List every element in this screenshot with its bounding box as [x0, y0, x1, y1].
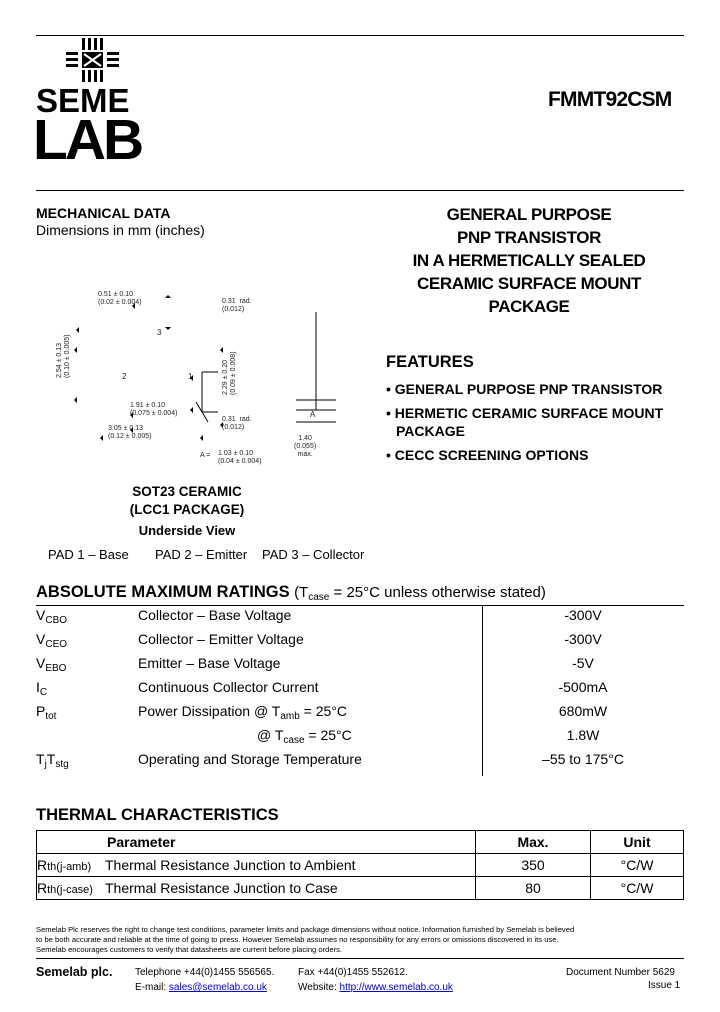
- dim-thickness: 1.40 (0.055) max.: [294, 435, 317, 458]
- thermal-symbol: Rth(j-case): [37, 877, 102, 900]
- logo-grid-icon: [66, 38, 122, 82]
- thermal-row-case: [37, 877, 684, 900]
- pin-2-label: 2: [122, 372, 127, 381]
- title-line: PACKAGE: [488, 297, 570, 316]
- thermal-col-max: Max.: [476, 831, 591, 854]
- header-rule-top: [36, 35, 684, 36]
- fax: Fax +44(0)1455 552612.: [298, 967, 408, 978]
- website-link[interactable]: http://www.semelab.co.uk: [339, 982, 453, 993]
- pad-3-label: PAD 3 – Collector: [262, 547, 365, 562]
- document-number: Document Number 5629: [566, 967, 675, 978]
- thermal-symbol: Rth(j-amb): [37, 854, 102, 877]
- title-line: CERAMIC SURFACE MOUNT: [417, 274, 641, 293]
- website-line: Website: http://www.semelab.co.uk: [298, 982, 453, 993]
- email-link[interactable]: sales@semelab.co.uk: [168, 982, 267, 993]
- thermal-col-parameter: Parameter: [37, 831, 476, 854]
- feature-item: • CECC SCREENING OPTIONS: [386, 447, 589, 463]
- footer-rule: [36, 958, 684, 959]
- pad-1-label: PAD 1 – Base: [48, 547, 129, 562]
- dim-length: 3.05 ± 0.13 (0.12 ± 0.005): [108, 425, 152, 440]
- rating-row-ptot: $P_{tot}$ Power Dissipation @ $T_{amb} = 25^\circ C$ 680mW: [36, 703, 608, 722]
- dim-pad-pitch: 1.91 ± 0.10 (0.075 ± 0.004): [130, 402, 178, 417]
- thermal-header-row: [37, 831, 684, 854]
- mechanical-subheading: Dimensions in mm (inches): [36, 222, 205, 238]
- dim-pad-height: 2.29 ± 0.20 (0.09 ± 0.008): [222, 351, 237, 395]
- package-name: SOT23 CERAMIC (LCC1 PACKAGE): [129, 484, 245, 517]
- logo-lab: LAB: [33, 108, 142, 172]
- rating-row-vcbo: $V_{CBO}$ Collector – Base Voltage -300V: [36, 607, 602, 626]
- view-label: Underside View: [138, 523, 236, 538]
- title-line: IN A HERMETICALLY SEALED: [412, 251, 646, 270]
- logo-seme: SEME: [36, 82, 130, 119]
- email-line: E-mail: sales@semelab.co.uk: [135, 982, 267, 993]
- thermal-col-unit: Unit: [591, 831, 684, 854]
- rating-row-ptot-case: @ $T_{case} = 25^\circ C$ 1.8W: [257, 727, 600, 746]
- mechanical-heading: MECHANICAL DATA: [36, 205, 171, 221]
- dim-pad-width: 0.51 ± 0.10 (0.02 ± 0.004): [98, 291, 142, 306]
- dim-height: 2.54 ± 0.13 (0.10 ± 0.005): [56, 334, 71, 378]
- issue: Issue 1: [648, 980, 681, 991]
- ratings-heading: ABSOLUTE MAXIMUM RATINGS ($T_{case} = 25^\circ C$ unless otherwise stated): [36, 583, 546, 603]
- company-name: Semelab plc.: [36, 965, 113, 979]
- thermal-max: 80: [476, 877, 591, 900]
- title-line: PNP TRANSISTOR: [457, 228, 601, 247]
- dim-a-label: A =: [200, 452, 211, 459]
- telephone: Telephone +44(0)1455 556565.: [135, 967, 275, 978]
- thermal-row-ambient: [37, 854, 684, 877]
- feature-item-continued: PACKAGE: [396, 423, 465, 439]
- a-marker-label: A: [310, 410, 316, 419]
- pad-2-label: PAD 2 – Emitter: [155, 547, 248, 562]
- disclaimer: Semelab Plc reserves the right to change test conditions, parameter limits and package dimensions without notice. Information furnished by Semelab is believed to be both accurate and reliable at the time of going to press. However Semelab assumes no responsibility for any errors or omissions discovered in its use. Semelab encourages customers to verify that datasheets are current before placing orders.: [36, 925, 575, 954]
- part-number: FMMT92CSM: [548, 88, 672, 111]
- header-rule-bottom: [36, 190, 684, 191]
- thermal-description: Thermal Resistance Junction to Case: [101, 877, 476, 900]
- feature-item: • GENERAL PURPOSE PNP TRANSISTOR: [386, 381, 663, 397]
- dim-inner-radius: 0.31 rad. (0.012): [222, 416, 252, 431]
- title-line: GENERAL PURPOSE: [446, 205, 612, 224]
- thermal-unit: °C/W: [591, 854, 684, 877]
- dim-a-value: 1.03 ± 0.10 (0.04 ± 0.004): [218, 450, 262, 465]
- pin-3-label: 3: [157, 328, 162, 337]
- thermal-max: 350: [476, 854, 591, 877]
- rating-row-temperature: $T_jT_{stg}$ Operating and Storage Temperature –55 to 175°C: [36, 751, 624, 770]
- pin-1-label: 1: [188, 372, 193, 381]
- thermal-unit: °C/W: [591, 877, 684, 900]
- features-heading: FEATURES: [386, 353, 474, 371]
- thermal-table: [36, 830, 684, 900]
- thermal-heading: THERMAL CHARACTERISTICS: [36, 806, 279, 824]
- rating-row-vceo: $V_{CEO}$ Collector – Emitter Voltage -300V: [36, 631, 602, 650]
- rating-row-ic: $I_C$ Continuous Collector Current -500mA: [36, 679, 608, 698]
- feature-item: • HERMETIC CERAMIC SURFACE MOUNT: [386, 405, 664, 421]
- rating-row-vebo: $V_{EBO}$ Emitter – Base Voltage -5V: [36, 655, 594, 674]
- thermal-description: Thermal Resistance Junction to Ambient: [101, 854, 476, 877]
- dim-corner-radius: 0.31 rad. (0.012): [222, 298, 252, 313]
